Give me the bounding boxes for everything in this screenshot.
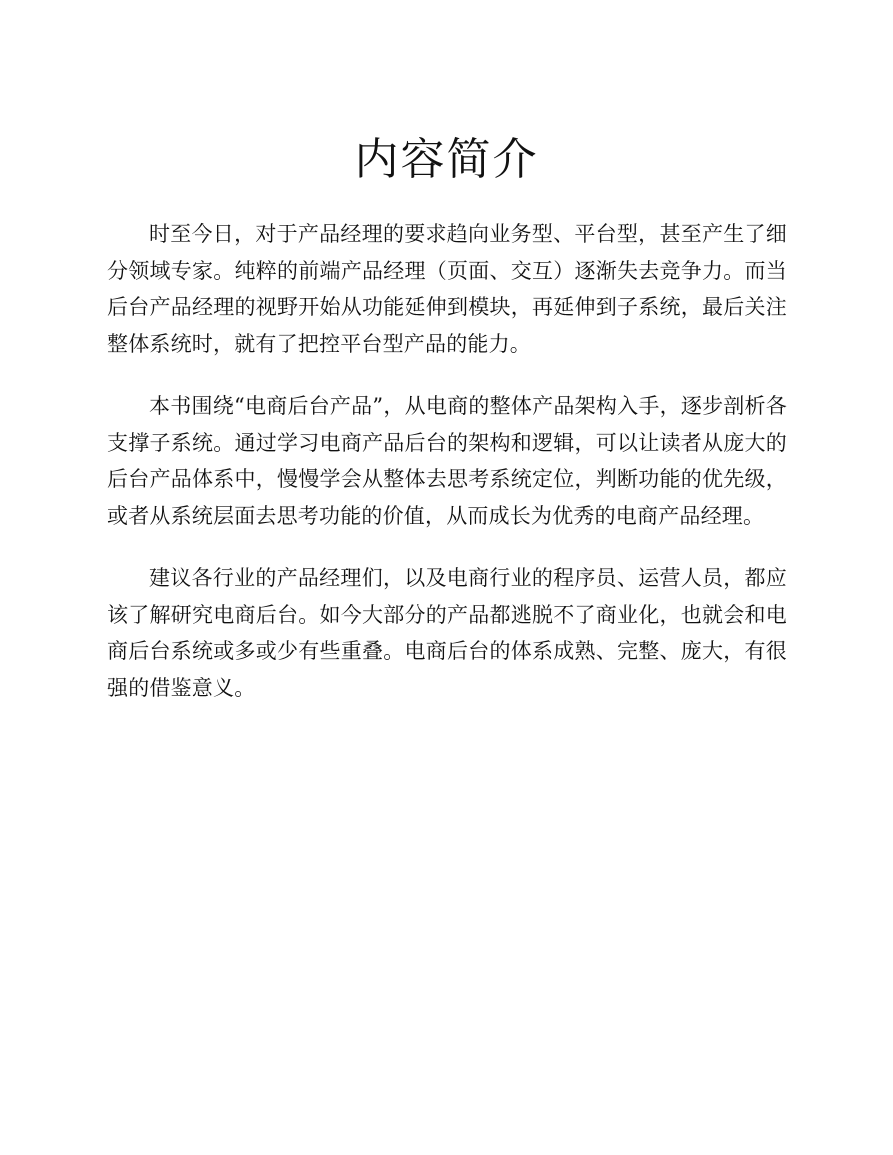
- body-text: [107, 216, 787, 732]
- paragraph-3: 建议各行业的产品经理们，以及电商行业的程序员、运营人员，都应该了解研究电商后台。如今大部分的产品都逃脱不了商业化，也就会和电商后台系统或多或少有些重叠。电商后台的体系成熟、完整、庞大，有很强的借鉴意义。: [107, 566, 787, 700]
- paragraph-1: 时至今日，对于产品经理的要求趋向业务型、平台型，甚至产生了细分领域专家。纯粹的前端产品经理（页面、交互）逐渐失去竞争力。而当后台产品经理的视野开始从功能延伸到模块，再延伸到子系统，最后关注整体系统时，就有了把控平台型产品的能力。: [107, 222, 787, 356]
- paragraph-2: 本书围绕“电商后台产品”，从电商的整体产品架构入手，逐步剖析各支撑子系统。通过学习电商产品后台的架构和逻辑，可以让读者从庞大的后台产品体系中，慢慢学会从整体去思考系统定位，判断功能的优先级，或者从系统层面去思考功能的价值，从而成长为优秀的电商产品经理。: [107, 394, 787, 528]
- page-title: 内容简介: [354, 134, 539, 185]
